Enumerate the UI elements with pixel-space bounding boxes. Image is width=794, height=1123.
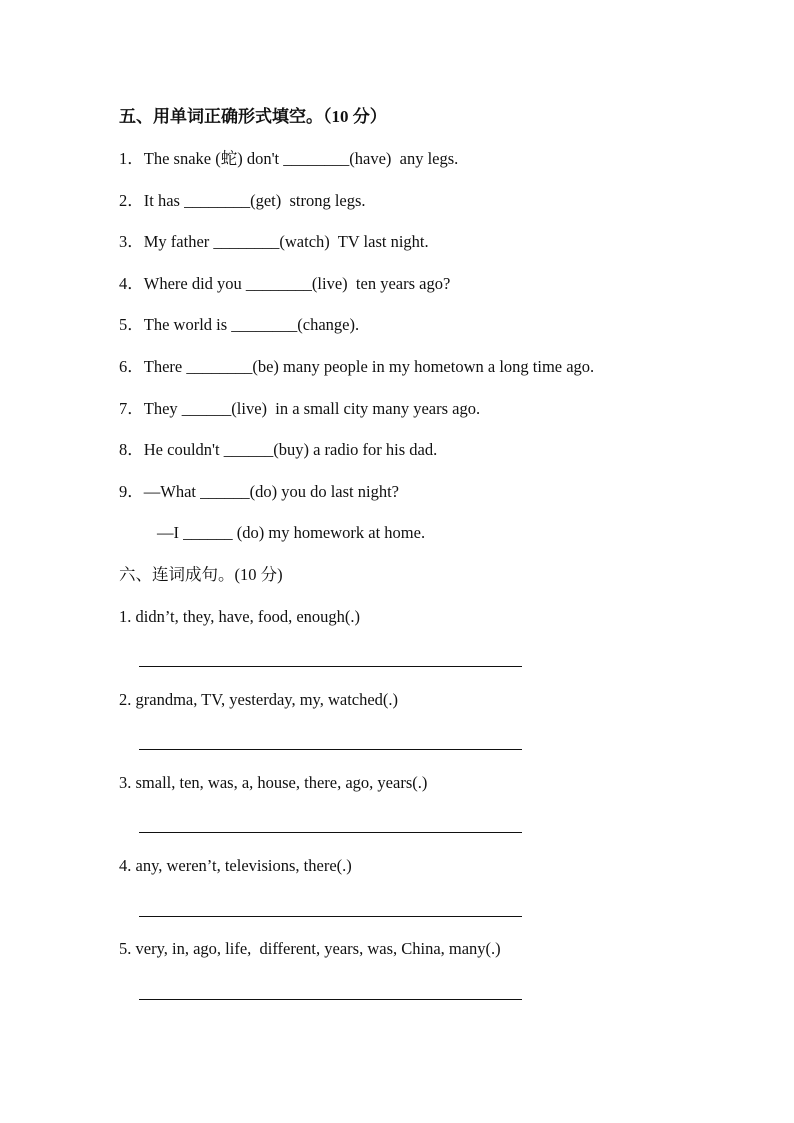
s5-question-9: 9．—What ______(do) you do last night? bbox=[119, 482, 400, 501]
s6-answer-line-5 bbox=[139, 999, 522, 1000]
s5-question-3: 3．My father ________(watch) TV last night. bbox=[119, 232, 429, 251]
s6-answer-line-2 bbox=[139, 749, 522, 750]
section-5-title: 五、用单词正确形式填空。（10 分） bbox=[119, 107, 387, 126]
section-6-title: 六、连词成句。(10 分) bbox=[119, 565, 283, 584]
s6-question-2: 2. grandma, TV, yesterday, my, watched(.) bbox=[119, 690, 399, 709]
s6-question-3: 3. small, ten, was, a, house, there, ago, years(.) bbox=[119, 773, 428, 792]
s5-question-8: 8．He couldn't ______(buy) a radio for his dad. bbox=[119, 440, 438, 459]
s5-question-6: 6．There ________(be) many people in my hometown a long time ago. bbox=[119, 357, 595, 376]
s6-answer-line-3 bbox=[139, 832, 522, 833]
s5-question-4: 4．Where did you ________(live) ten years ago? bbox=[119, 274, 451, 293]
s6-answer-line-1 bbox=[139, 666, 522, 667]
s6-answer-line-4 bbox=[139, 916, 522, 917]
s5-question-7: 7．They ______(live) in a small city many years ago. bbox=[119, 399, 481, 418]
s6-question-4: 4. any, weren’t, televisions, there(.) bbox=[119, 856, 352, 875]
s5-question-1: 1．The snake (蛇) don't ________(have) any legs. bbox=[119, 149, 459, 168]
s5-question-2: 2．It has ________(get) strong legs. bbox=[119, 191, 366, 210]
s5-question-5: 5．The world is ________(change). bbox=[119, 315, 360, 334]
s6-question-5: 5. very, in, ago, life, different, years, was, China, many(.) bbox=[119, 939, 501, 958]
s6-question-1: 1. didn’t, they, have, food, enough(.) bbox=[119, 607, 361, 626]
s5-question-9-answer: —I ______ (do) my homework at home. bbox=[157, 523, 426, 542]
